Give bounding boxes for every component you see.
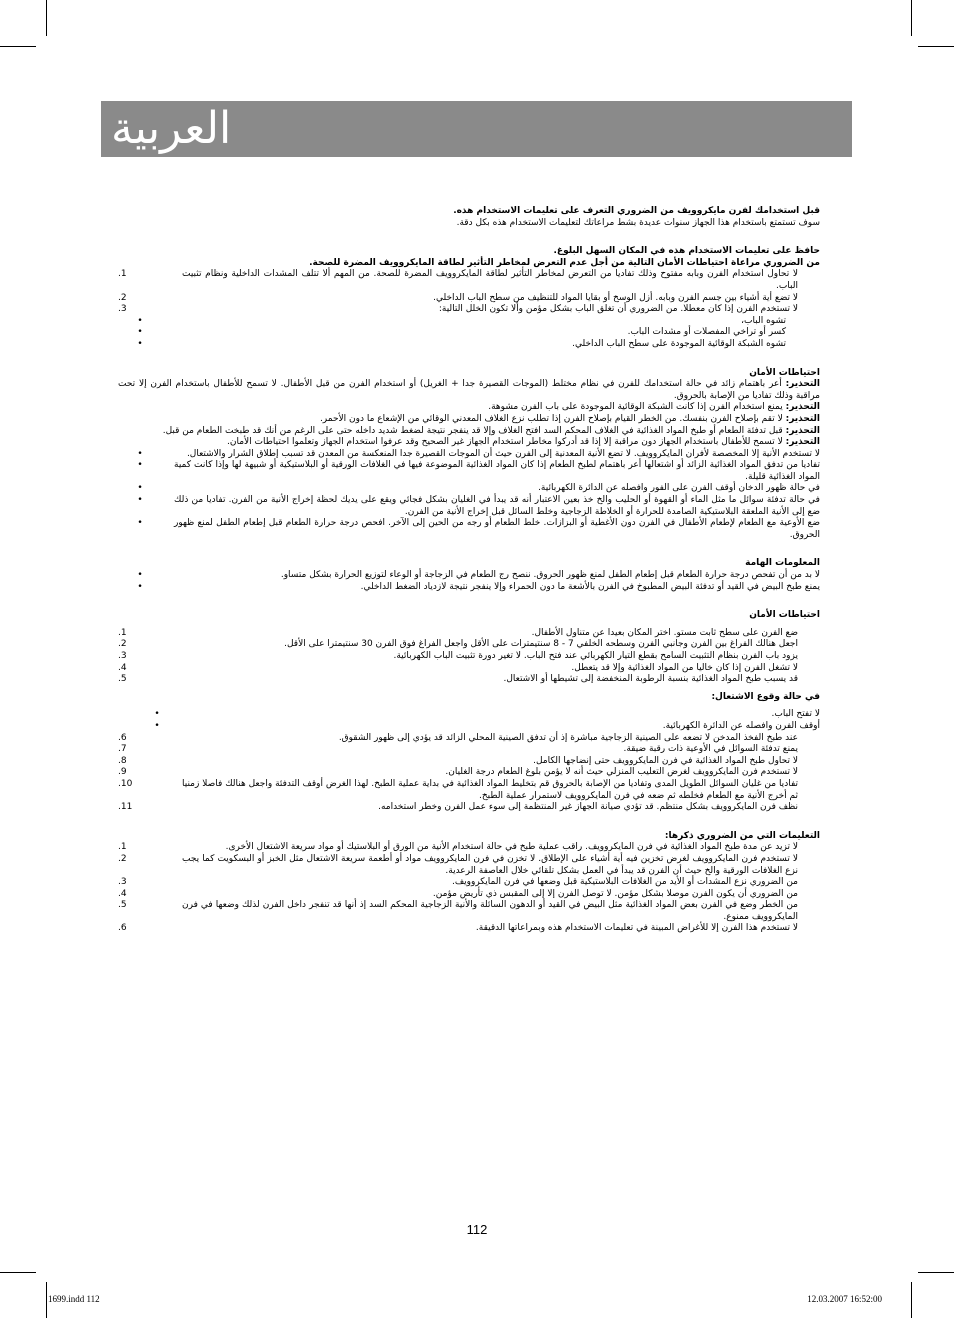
crop-mark xyxy=(46,0,47,36)
list-item: .2 لا تستخدم فرن المايكروويف لغرض تخزين فيه أية أشياء على الإطلاق. لا تخزن في فرن المايكروويف مواد أو أطعمة سريعة الاشتعال مثل الخبز أو البسكويت كما يجب نزع الغلافات الورقية والخ حيث أن الفرن قد يبدأ في العمل بشكل تلقائي خلال العاصفة الرعدية. xyxy=(118,853,798,876)
page-number: 112 xyxy=(466,1222,488,1237)
list-item: .9 لا تستخدم فرن المايكروويف لغرض التعليب المنزلي حيث أنه لا يؤمن بلوغ الطعام درجة الغليان. xyxy=(118,767,798,778)
warning-item: التحذير: قبل تدفئة الطعام أو طبخ المواد الغذائية في الغلاف المحكم السد افتح الغلاف وإلا قد ينفجر نتيجة لضغط شديد داخله حتى على الرغم من أنك قد طبخت الطعام من قبل. xyxy=(162,425,820,436)
list-item: .1 ضع الفرن على سطح ثابت مستو. اختر المكان بعيدا عن متناول الأطفال. xyxy=(118,627,798,638)
list-item: .6 عند طبخ الفخذ المدخن لا تضعه على الصينية الزجاجية مباشرة إذ أن تدفق الصينية المحلي الزائد قد يؤدي إلى ظهور الشقوق. xyxy=(118,732,798,743)
bullet-icon: • xyxy=(137,495,143,506)
important-bullets xyxy=(118,570,820,593)
page-title: العربية xyxy=(111,103,232,154)
bullet-icon: • xyxy=(137,448,143,459)
keep-bullets xyxy=(118,316,786,351)
warning-item: التحذير: أعر باهتمام زائد في حالة استخدامك للفرن في نظام مختلط (الموجات القصيرة جدا + الغريل) أو استخدام الفرن من قبل الأطفال. لا تسمح للأطفال باستخدام الفرن إلا تحت مراقبة وذلك تفاديا من الإصابة بالحروق. xyxy=(118,379,820,401)
warnings xyxy=(118,379,820,449)
keep-list xyxy=(118,269,820,315)
list-item: .5 من الخطر وضع في الفرن بعض المواد الغذائية مثل البيض في القيد أو الدهون السائلة والأنية الزجاجية المحكم السد إذ أنها قد تنفجر داخل الفرن لذلك وضعها في فرن المايكروويف ممنوع. xyxy=(118,900,798,922)
bullet-icon: • xyxy=(154,709,160,720)
crop-mark xyxy=(918,46,954,47)
safety2-list-cont xyxy=(118,733,820,814)
list-item: .1 لا تزيد عن مدة طبخ المواد الغذائية في فرن المايكروويف. راقب عملية طبخ في حالة استخدام الأنية من الورق أو البلاستيك أو مواد سريعة الاشتعال الأخرى. xyxy=(118,842,798,853)
bullet-icon: • xyxy=(154,720,160,731)
fire-bullets xyxy=(118,709,820,732)
list-item: .10 تفاديا من غليان السوائل الطويل المدى وتفاديا من الإصابة بالحروق قم بتخليط المواد الغذائية في بداية عملية الطبخ. لهذا الغرض أوقف التدفئة واجعل هنالك فاصلا زمنيا ثم أخرج الأنية مع الطعام فخلطه ثم ضعه في فرن المايكروويف لاستمرار عملية الطبخ. xyxy=(118,778,798,801)
section-title: التعليمات التي من الضروري ذكرها: xyxy=(664,830,820,841)
bullet-icon: • xyxy=(137,518,143,529)
list-item: تشوه الباب، • xyxy=(118,316,786,328)
section-title: المعلومات الهامة xyxy=(745,558,820,569)
bullet-icon: • xyxy=(137,338,143,349)
crop-mark xyxy=(911,0,912,36)
bullet-icon: • xyxy=(137,581,143,592)
list-item: لا تفتح الباب. • xyxy=(118,709,820,721)
warning-item: التحذير: لا تقم بإصلاح الفرن بنفسك. من الخطر القيام بإصلاح الفرن إذا تطلب نزع الغلاف المعدني الوقائي من الإشعاع ما دون الأحمر. xyxy=(319,413,820,424)
list-item: .3 لا تستخدم الفرن إذا كان معطلا. من الضروري أن تغلق الباب بشكل مؤمن وألا تكون الخلل التالية: xyxy=(118,304,798,315)
intro-heading: قبل استخدامك لفرن مايكروويف من الضروري التعرف على تعليمات الاستخدام هذه. xyxy=(453,206,820,216)
section-title: احتياطات الأمان xyxy=(749,367,820,378)
bullet-icon: • xyxy=(137,460,143,471)
footer-timestamp: 12.03.2007 16:52:00 xyxy=(807,1294,882,1304)
list-item: .1 لا تحاول استخدام الفرن وبابه مفتوح وذلك تفاديا من التعرض لمخاطر التأثير لطاقة المايكروويف المضرة للصحة. من المهم ألا تتلف المشدات الداخلية ونظام تثبيت الباب. xyxy=(118,269,798,291)
footer-file-name: 1699.indd 112 xyxy=(48,1294,100,1304)
list-item: .4 لا تشغل الفرن إذا كان خاليا من المواد الغذائية وإلا قد يتعطل. xyxy=(118,662,798,673)
list-item: .6 لا تستخدم هذا الفرن إلا للأغراض المبينة في تعليمات الاستخدام هذه وبمراعاتها الدقيقة. xyxy=(118,923,798,934)
list-item: كسر أو تراخي المفصلات أو مشدات الباب. • xyxy=(118,327,786,339)
keep-heading: حافظ على تعليمات الاستخدام هذه في المكان السهل البلوغ. xyxy=(553,246,820,257)
crop-mark xyxy=(0,46,36,47)
list-item: .2 اجعل هنالك الفراغ بين الفرن وجانبي الفرن وسطحه الخلفي 7 - 8 سنتيمترات على الأقل واجعل الفراغ فوق الفرن 30 سنتيمترا على الأقل. xyxy=(118,639,798,650)
safety2-list xyxy=(118,628,820,686)
warning-item: التحذير: لا تسمح للأطفال باستخدام الجهاز دون مراقبة إلا إذا قد أدركوا مخاطر استخدام الجهاز غير الصحيح وقد عرفوا استخدام الجهاز وتعلموا احتياطات الأمان. xyxy=(226,437,820,448)
intro-text: سوف تستمتع باستخدام هذا الجهاز سنوات عديدة بشط مراعاتك لتعليمات الاستخدام هذه بكل دقة. xyxy=(456,217,820,228)
list-item: في حالة ظهور الدخان أوقف الفرن على الفور وافصله عن الدائرة الكهربائية. • xyxy=(118,483,820,495)
crop-mark xyxy=(918,1272,954,1273)
list-item: تفاديا من تدفق المواد الغذائية الزائد أو اشتعالها أعر باهتمام لطبخ الطعام إذا كان المواد الغذائية الموضوعة فيها في الغلافات الورقية أو البلاستيكية أو شبيهة لها وإذا كانت كمية المواد الغذائية قليلة. • xyxy=(118,460,820,483)
list-item: .4 من الضروري أن يكون الفرن موصلا بشكل مؤمن. لا توصل الفرن إلا إلى المقبس ذي تأريض مؤمن. xyxy=(118,888,798,899)
keep-subheading: من الضروري مراعاة احتياطات الأمان التالية من أجل عدم التعرض لمخاطر التأثير لطاقة المايكروويف المضرة للصحة. xyxy=(309,257,820,268)
safety-bullets xyxy=(118,449,820,542)
list-item: أوقف الفرن وافصله عن الدائرة الكهربائية. • xyxy=(118,721,820,733)
crop-mark xyxy=(911,1282,912,1318)
bullet-icon: • xyxy=(137,327,143,338)
list-item: ضع الأوعية مع الطعام لإطعام الأطفال في الفرن دون الأغطية أو البزازات. خلط الطعام أو رجه من الحين إلى الآخر. افحص درجة حرارة الطعام قبل إطعام الطفل لمنع ظهور الحروق. • xyxy=(118,518,820,541)
bullet-icon: • xyxy=(137,315,143,326)
warning-item: التحذير: يمنع استخدام الفرن إذا كانت الشبكة الوقائية الموجودة على باب الفرن مشوهة. xyxy=(488,402,820,413)
list-item: .8 لا تحاول طبخ المواد الغذائية في فرن المايكروويف حتى إنضاجها الكامل. xyxy=(118,755,798,766)
list-item: .7 يمنع تدفئة السوائل في الأوعية ذات رقبة ضيقة. xyxy=(118,744,798,755)
crop-mark xyxy=(46,1282,47,1318)
list-item: في حالة تدفئة سوائل ما مثل الماء أو القهوة أو الحليب والخ خذ بعين الاعتبار أنه قد يبدأ في الغليان بشكل فجائي ويقع على يديك لحظة إخراج الأنية من الفرن. تفاديا من ذلك ضع إلى الأنية الملعقة البلاستيكية الصامدة للحرارة أو الخلاطة الزجاجية وخلط السائل قبل إخراج الأنية من الفرن. • xyxy=(118,495,820,518)
fire-heading: في حالة وقوع الاشتعال: xyxy=(711,691,820,702)
header-band xyxy=(101,101,852,157)
section-title: احتياطات الأمان xyxy=(749,610,820,621)
remember-list xyxy=(118,842,820,935)
crop-mark xyxy=(0,1272,36,1273)
list-item: .5 قد يسبب طبخ المواد الغذائية بنسبة الرطوبة المنخفضة إلى تشيطها أو الاشتعال. xyxy=(118,674,798,685)
document-body xyxy=(118,206,820,935)
list-item: لا بد من أن تفحص درجة حرارة الطعام قبل إطعام الطفل لمنع ظهور الحروق. ننصح رج الطعام في الزجاجة أو الوعاء لتوزيع الحرارة بشكل متساو. • xyxy=(118,570,820,582)
list-item: .3 يزود باب الفرن بنظام التثبيت السامح بقطع التيار الكهربائي عند فتح الباب. لا تغير دورة تثبيت الباب الكهربائية. xyxy=(118,651,798,661)
list-item: لا تستخدم الأنية إلا المخصصة لأفران المايكروويف. لا تضع الأنية المعدنية إلى الفرن حيث أن الموجات القصيرة جدا المنعكسة من المعدن قد تسبب إطلاق الشرار والاشتعال. • xyxy=(118,449,820,461)
list-item: .3 من الضروري نزع المشدات أو الأيد من الغلافات البلاستيكية قبل وضعها في فرن المايكروويف. xyxy=(118,877,798,888)
list-item: .2 لا تضع أية أشياء بين جسم الفرن وبابه. أزل الوسخ أو بقايا المواد للتنظيف من سطح الباب الداخلي. xyxy=(118,292,798,303)
list-item: يمنع طبخ البيض في القيد أو تدفئة البيض المطبوخ في الفرن بالأشعة ما دون الحمراء وإلا ينفجر نتيجة لازدياد الضغط الداخلي. • xyxy=(118,582,820,594)
list-item: .11 نظف فرن المايكروويف بشكل منتظم. قد تؤدي صيانة الجهاز غير المنتظمة إلى سوء عمل الفرن وخطر استخدامه. xyxy=(118,802,798,813)
bullet-icon: • xyxy=(137,570,143,581)
bullet-icon: • xyxy=(137,483,143,494)
list-item: تشوه الشبكة الوقائية الموجودة على سطح الباب الداخلي. • xyxy=(118,339,786,351)
